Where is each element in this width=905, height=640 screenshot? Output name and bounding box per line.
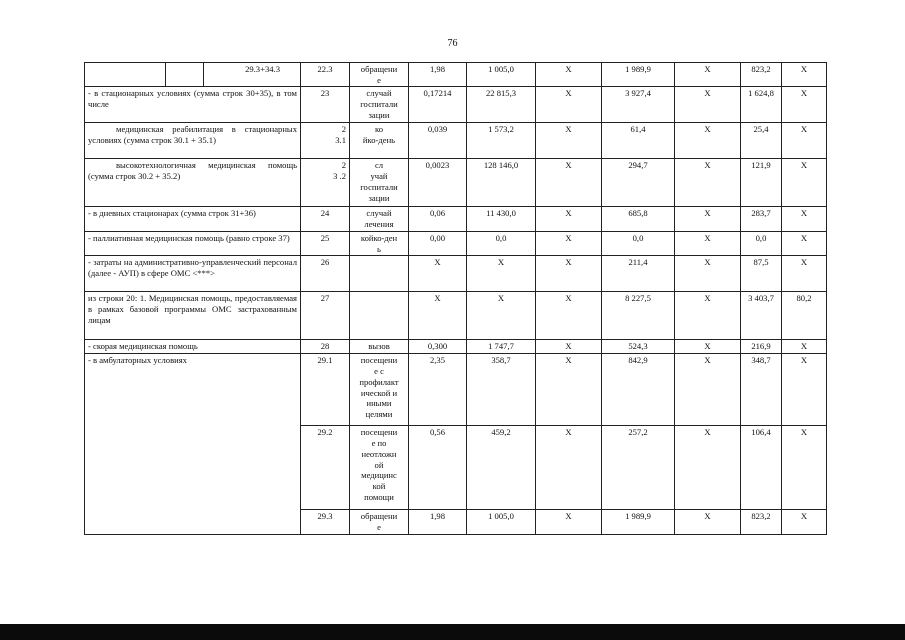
value-cell: Х	[675, 510, 741, 534]
unit-of-measure: случай госпитали зации	[350, 87, 409, 123]
value-cell: Х	[536, 87, 602, 123]
value-cell: 61,4	[602, 123, 675, 159]
table-row	[85, 63, 827, 87]
value-cell: 211,4	[602, 256, 675, 292]
table-row	[85, 354, 827, 426]
value-cell: 22 815,3	[467, 87, 536, 123]
table-row	[85, 231, 827, 255]
value-cell: 1,98	[409, 510, 467, 534]
value-cell: 1 573,2	[467, 123, 536, 159]
value-cell: 216,9	[741, 340, 782, 354]
unit-of-measure: койко-ден ь	[350, 231, 409, 255]
table-row	[85, 87, 827, 123]
table-row	[85, 207, 827, 231]
row-code: 2 3 .2	[301, 159, 350, 207]
unit-of-measure	[350, 256, 409, 292]
value-cell: Х	[782, 87, 827, 123]
row-description: высокотехнологичная медицинская помощь (сумма строк 30.2 + 35.2)	[85, 159, 301, 207]
row-description: из строки 20: 1. Медицинская помощь, предоставляемая в рамках базовой программы ОМС застрахованным лицам	[85, 292, 301, 340]
value-cell: 0,300	[409, 340, 467, 354]
value-cell: 0,0	[602, 231, 675, 255]
value-cell: 3 403,7	[741, 292, 782, 340]
value-cell: Х	[782, 207, 827, 231]
value-cell: Х	[782, 159, 827, 207]
row-description: - паллиативная медицинская помощь (равно строке 37)	[85, 231, 301, 255]
value-cell: 0,0	[467, 231, 536, 255]
value-cell: Х	[409, 256, 467, 292]
value-cell: 25,4	[741, 123, 782, 159]
row-description	[85, 426, 301, 510]
value-cell: Х	[675, 159, 741, 207]
value-cell: Х	[782, 426, 827, 510]
row-description	[85, 510, 301, 534]
value-cell: Х	[536, 207, 602, 231]
value-cell: Х	[675, 87, 741, 123]
unit-of-measure: обращени е	[350, 63, 409, 87]
row-code: 23	[301, 87, 350, 123]
value-cell: 2,35	[409, 354, 467, 426]
value-cell: 685,8	[602, 207, 675, 231]
value-cell: Х	[675, 340, 741, 354]
page-number: 76	[447, 38, 458, 49]
value-cell: 87,5	[741, 256, 782, 292]
unit-of-measure: посещени е по неотложн ой медицинс кой помощи	[350, 426, 409, 510]
value-cell: Х	[409, 292, 467, 340]
value-cell: Х	[536, 354, 602, 426]
value-cell: 823,2	[741, 63, 782, 87]
unit-of-measure: обращени е	[350, 510, 409, 534]
value-cell: 0,56	[409, 426, 467, 510]
value-cell: 842,9	[602, 354, 675, 426]
value-cell: Х	[782, 63, 827, 87]
value-cell: 0,0	[741, 231, 782, 255]
value-cell: Х	[782, 231, 827, 255]
row-description: медицинская реабилитация в стационарных условиях (сумма строк 30.1 + 35.1)	[85, 123, 301, 159]
row-description: - в амбулаторных условиях	[85, 354, 301, 426]
row-code: 24	[301, 207, 350, 231]
value-cell: Х	[675, 63, 741, 87]
unit-of-measure: сл учай госпитали зации	[350, 159, 409, 207]
value-cell: 823,2	[741, 510, 782, 534]
value-cell: 121,9	[741, 159, 782, 207]
row-code: 29.2	[301, 426, 350, 510]
value-cell: 128 146,0	[467, 159, 536, 207]
value-cell: Х	[536, 292, 602, 340]
row-description: - скорая медицинская помощь	[85, 340, 301, 354]
table-row	[85, 510, 827, 534]
unit-of-measure	[350, 292, 409, 340]
value-cell: Х	[536, 426, 602, 510]
scan-bottom-edge	[0, 624, 905, 640]
value-cell: 358,7	[467, 354, 536, 426]
row-description: - в стационарных условиях (сумма строк 30+35), в том числе	[85, 87, 301, 123]
value-cell: 3 927,4	[602, 87, 675, 123]
row-code: 22.3	[301, 63, 350, 87]
value-cell: Х	[675, 256, 741, 292]
value-cell: Х	[675, 292, 741, 340]
value-cell: 459,2	[467, 426, 536, 510]
value-cell: Х	[536, 63, 602, 87]
value-cell: Х	[536, 256, 602, 292]
value-cell: 1,98	[409, 63, 467, 87]
value-cell: Х	[782, 510, 827, 534]
value-cell: 1 747,7	[467, 340, 536, 354]
row-description: 29.3+34.3	[85, 63, 301, 87]
table-row	[85, 123, 827, 159]
value-cell: Х	[536, 159, 602, 207]
value-cell: Х	[675, 354, 741, 426]
value-cell: Х	[675, 123, 741, 159]
value-cell: 0,039	[409, 123, 467, 159]
unit-of-measure: вызов	[350, 340, 409, 354]
value-cell: Х	[675, 231, 741, 255]
value-cell: Х	[675, 426, 741, 510]
row-code: 28	[301, 340, 350, 354]
value-cell: 1 989,9	[602, 510, 675, 534]
value-cell: Х	[536, 123, 602, 159]
row-code: 25	[301, 231, 350, 255]
value-cell: 0,0023	[409, 159, 467, 207]
value-cell: 1 624,8	[741, 87, 782, 123]
value-cell: 11 430,0	[467, 207, 536, 231]
row-description: - в дневных стационарах (сумма строк 31+36)	[85, 207, 301, 231]
unit-of-measure: ко йко-день	[350, 123, 409, 159]
value-cell: Х	[536, 340, 602, 354]
value-cell: 0,17214	[409, 87, 467, 123]
table-row	[85, 159, 827, 207]
row-code: 27	[301, 292, 350, 340]
table-row	[85, 292, 827, 340]
value-cell: 283,7	[741, 207, 782, 231]
row-code: 29.3	[301, 510, 350, 534]
value-cell: 348,7	[741, 354, 782, 426]
value-cell: 1 005,0	[467, 510, 536, 534]
row-code: 2 3.1	[301, 123, 350, 159]
value-cell: 294,7	[602, 159, 675, 207]
value-cell: Х	[782, 340, 827, 354]
row-description: - затраты на административно-управленческий персонал (далее - АУП) в сфере ОМС <***>	[85, 256, 301, 292]
value-cell: 0,06	[409, 207, 467, 231]
value-cell: Х	[782, 354, 827, 426]
unit-of-measure: посещени е с профилакт ической и иными целями	[350, 354, 409, 426]
value-cell: 0,00	[409, 231, 467, 255]
value-cell: 106,4	[741, 426, 782, 510]
unit-of-measure: случай лечения	[350, 207, 409, 231]
data-table	[84, 62, 827, 535]
value-cell: Х	[467, 292, 536, 340]
value-cell: Х	[536, 510, 602, 534]
table-row	[85, 426, 827, 510]
value-cell: 1 989,9	[602, 63, 675, 87]
value-cell: 257,2	[602, 426, 675, 510]
value-cell: 524,3	[602, 340, 675, 354]
value-cell: Х	[782, 123, 827, 159]
value-cell: Х	[536, 231, 602, 255]
row-code: 29.1	[301, 354, 350, 426]
row-code: 26	[301, 256, 350, 292]
value-cell: 1 005,0	[467, 63, 536, 87]
value-cell: 8 227,5	[602, 292, 675, 340]
table-row	[85, 256, 827, 292]
value-cell: Х	[782, 256, 827, 292]
value-cell: 80,2	[782, 292, 827, 340]
value-cell: Х	[467, 256, 536, 292]
table-row	[85, 340, 827, 354]
value-cell: Х	[675, 207, 741, 231]
